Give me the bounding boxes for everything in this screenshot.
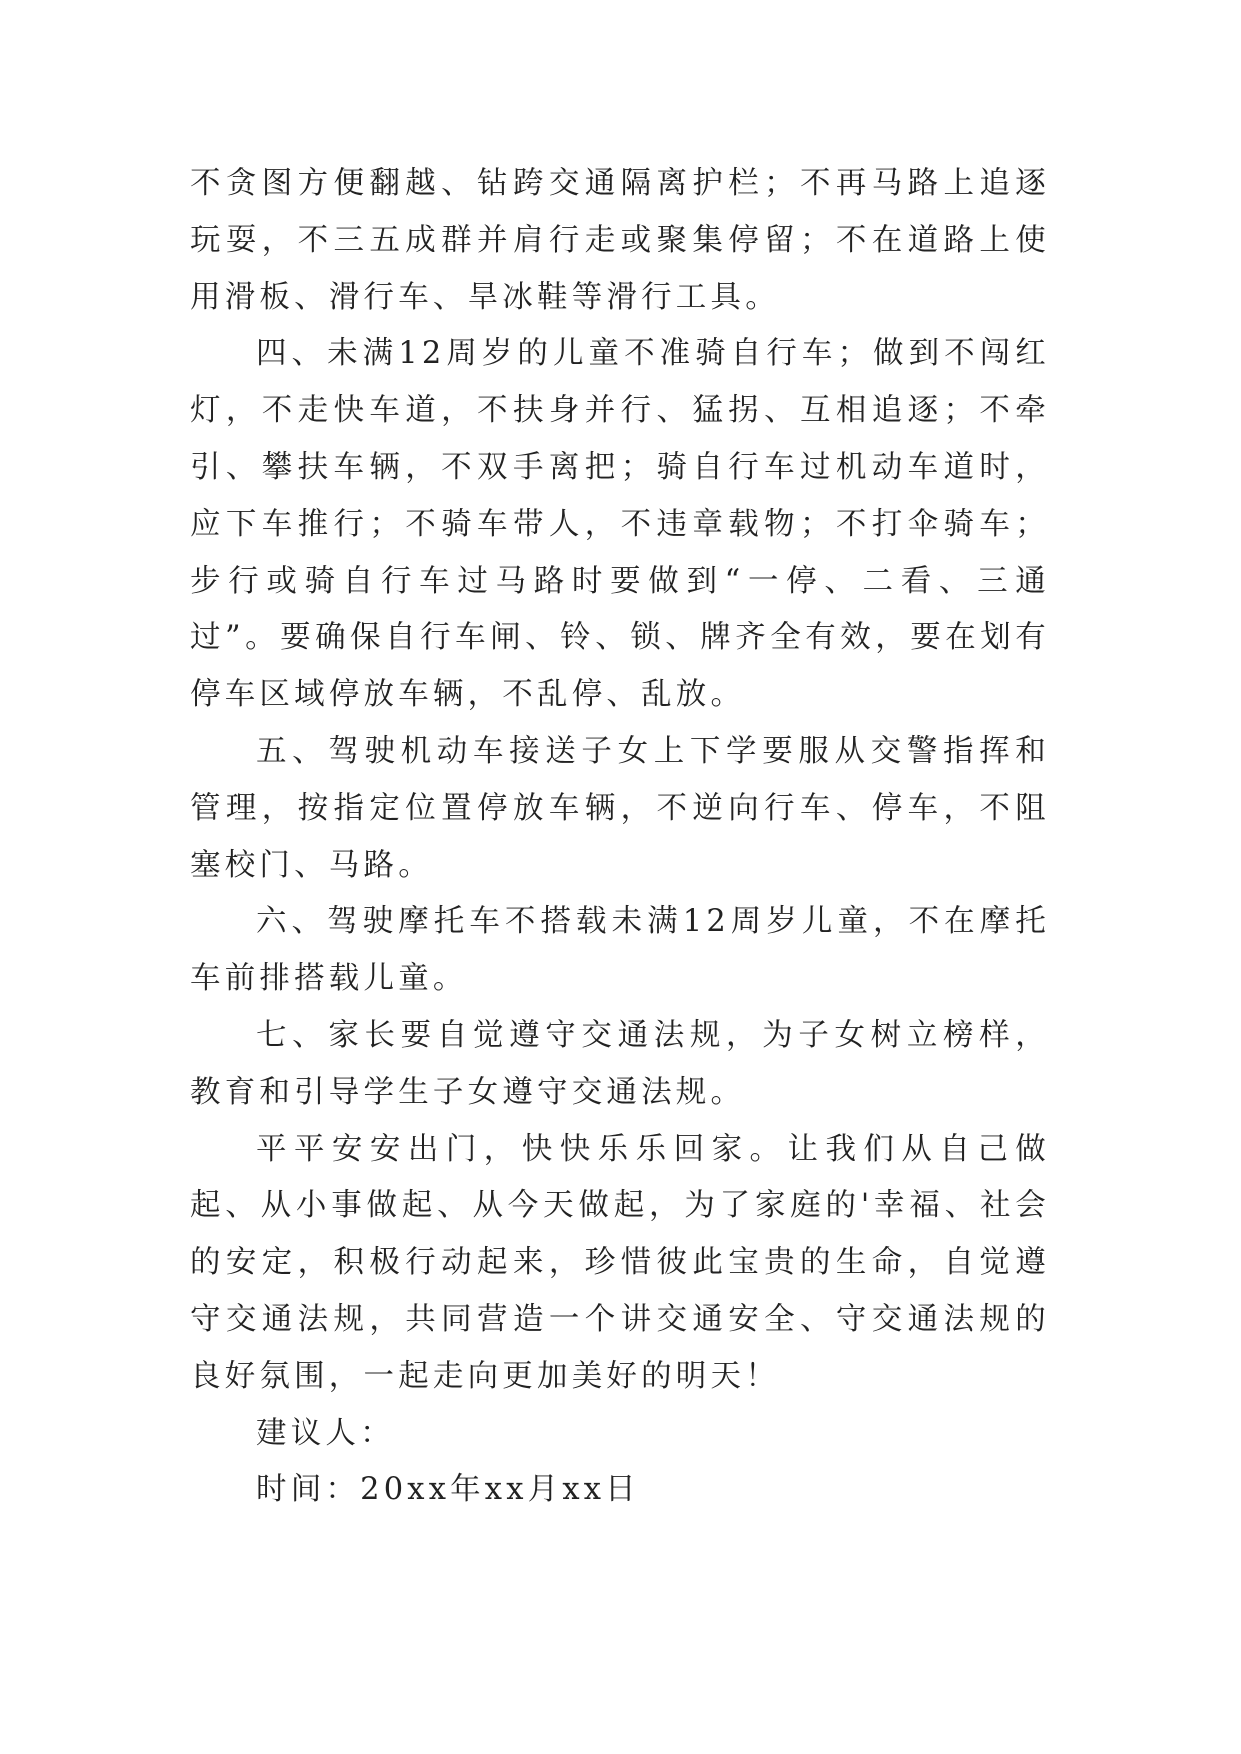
paragraph-closing: 平平安安出门，快快乐乐回家。让我们从自己做起、从小事做起、从今天做起，为了家庭的'幸福、社会的安定，积极行动起来，珍惜彼此宝贵的生命，自觉遵守交通法规，共同营造一个讲交通安全、守交通法规的良好氛围，一起走向更加美好的明天！ <box>190 1131 1050 1394</box>
paragraph-item-four: 四、未满12周岁的儿童不准骑自行车；做到不闯红灯，不走快车道，不扶身并行、猛拐、互相追逐；不牵引、攀扶车辆，不双手离把；骑自行车过机动车道时，应下车推行；不骑车带人，不违章载物；不打伞骑车；步行或骑自行车过马路时要做到“一停、二看、三通过”。要确保自行车闸、铃、锁、牌齐全有效，要在划有停车区域停放车辆，不乱停、乱放。 <box>190 336 1050 713</box>
signature-proposer: 建议人： <box>256 1415 395 1451</box>
paragraph-continuation: 不贪图方便翻越、钻跨交通隔离护栏；不再马路上追逐玩耍，不三五成群并肩行走或聚集停留；不在道路上使用滑板、滑行车、旱冰鞋等滑行工具。 <box>190 166 1050 315</box>
document-body <box>190 156 1050 1519</box>
signature-date: 时间：20xx年xx月xx日 <box>256 1472 640 1508</box>
paragraph-item-five: 五、驾驶机动车接送子女上下学要服从交警指挥和管理，按指定位置停放车辆，不逆向行车、停车，不阻塞校门、马路。 <box>190 733 1050 883</box>
paragraph-item-seven: 七、家长要自觉遵守交通法规，为子女树立榜样，教育和引导学生子女遵守交通法规。 <box>190 1017 1050 1110</box>
paragraph-item-six: 六、驾驶摩托车不搭载未满12周岁儿童，不在摩托车前排搭载儿童。 <box>190 904 1050 997</box>
